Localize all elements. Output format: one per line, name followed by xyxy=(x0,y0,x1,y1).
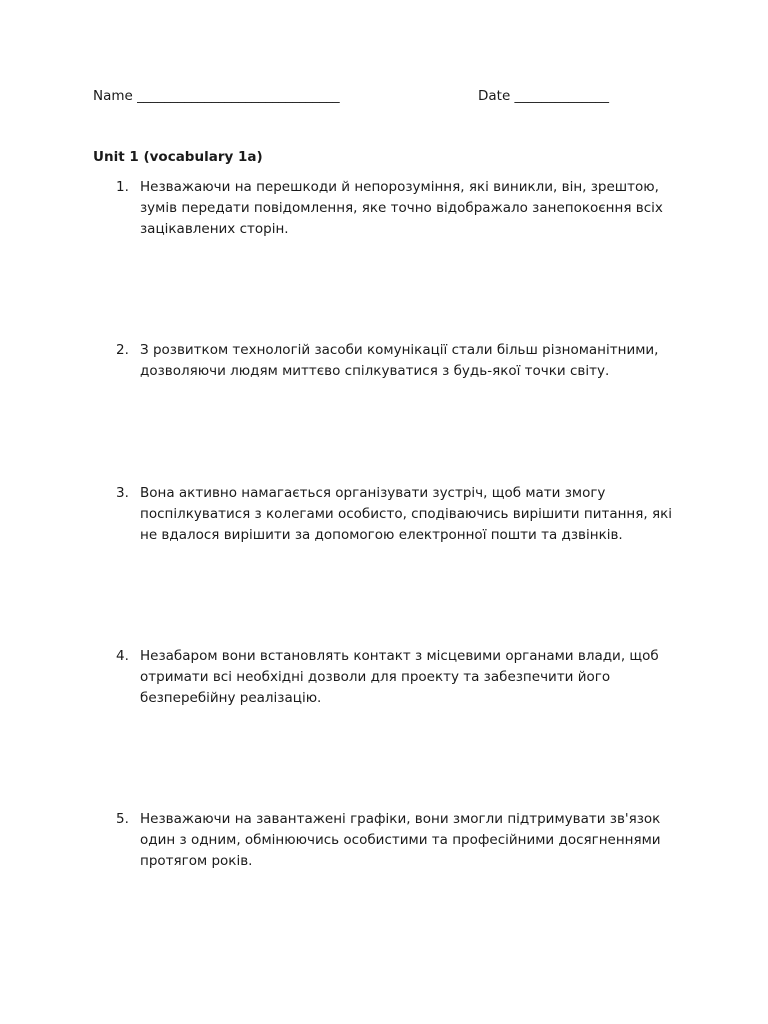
exercise-number: 2. xyxy=(116,342,129,358)
exercise-text: Вона активно намагається організувати зустріч, щоб мати змогу поспілкуватися з колегами особисто, сподіваючись вирішити питання, які не вдалося вирішити за допомогою електронної пошти та дзвінків. xyxy=(140,485,672,543)
section-title: Unit 1 (vocabulary 1a) xyxy=(93,149,263,165)
date-field-line: Date ______________ xyxy=(478,88,610,104)
exercise-item-2 xyxy=(116,340,676,382)
exercise-text: Незважаючи на перешкоди й непорозуміння, які виникли, він, зрештою, зумів передати повідомлення, яке точно відображало занепокоєння всіх зацікавлених сторін. xyxy=(140,179,663,237)
exercise-number: 1. xyxy=(116,179,129,195)
exercise-item-5 xyxy=(116,809,676,872)
exercise-text: З розвитком технологій засоби комунікації стали більш різноманітними, дозволяючи людям миттєво спілкуватися з будь-якої точки світу. xyxy=(140,342,659,379)
exercise-number: 4. xyxy=(116,648,129,664)
exercise-item-4 xyxy=(116,646,676,709)
exercise-text: Незважаючи на завантажені графіки, вони змогли підтримувати зв'язок один з одним, обмінюючись особистими та професійними досягненнями протягом років. xyxy=(140,811,661,869)
name-field-line: Name ______________________________ xyxy=(93,88,340,104)
exercise-item-1 xyxy=(116,177,676,240)
exercise-text: Незабаром вони встановлять контакт з місцевими органами влади, щоб отримати всі необхідні дозволи для проекту та забезпечити його безперебійну реалізацію. xyxy=(140,648,659,706)
exercise-number: 5. xyxy=(116,811,129,827)
exercise-number: 3. xyxy=(116,485,129,501)
exercise-item-3 xyxy=(116,483,676,546)
